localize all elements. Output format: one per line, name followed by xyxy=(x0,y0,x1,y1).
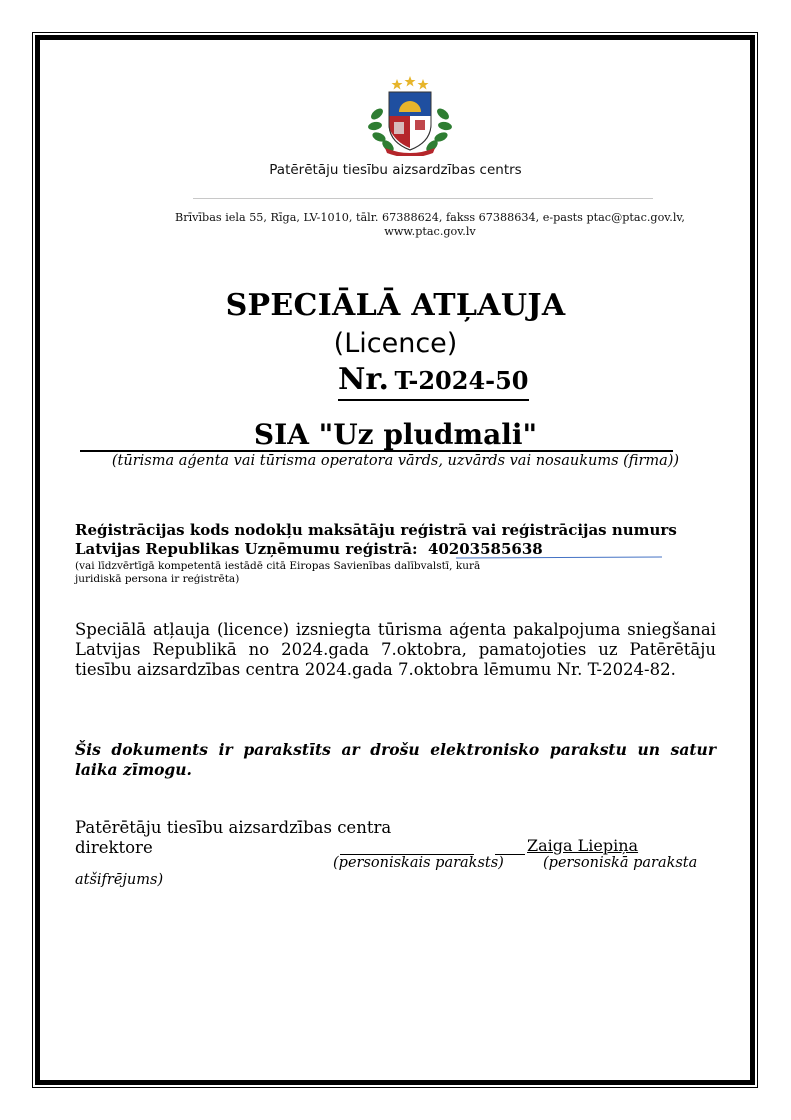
document-subtitle: (Licence) xyxy=(333,328,458,359)
signed-notice: Šis dokuments ir parakstīts ar drošu elektronisko parakstu un satur laika zīmogu. xyxy=(75,740,716,779)
license-number-value: T-2024-50 xyxy=(394,366,529,395)
document-title: SPECIĀLĀ ATĻAUJA xyxy=(225,288,566,323)
license-body-text: Speciālā atļauja (licence) izsniegta tūrisma aģenta pakalpojuma sniegšanai Latvijas Republikā no 2024.gada 7.oktobra, pamatojoties uz Patērētāju tiesību aizsardzības centra 2024.gada 7.oktobra lēmumu Nr. T-2024-82. xyxy=(75,620,716,679)
signatory-position: direktore xyxy=(75,838,153,857)
latvia-coat-of-arms-icon xyxy=(367,76,453,156)
registration-label: Reģistrācijas kods nodokļu maksātāju reģistrā vai reģistrācijas numurs Latvijas Republikas Uzņēmumu reģistrā: xyxy=(75,521,677,558)
license-number-label: Nr. xyxy=(338,362,389,397)
signer-name: Zaiga Liepiņa xyxy=(527,836,639,855)
signature-caption: (personiskais paraksts) xyxy=(333,855,504,871)
registration-note: (vai līdzvērtīgā kompetentā iestādē citā Eiropas Savienības dalībvalstī, kurā juridiskā persona ir reģistrēta) xyxy=(75,560,481,585)
company-underline xyxy=(80,450,673,452)
registration-block xyxy=(75,521,725,559)
license-number xyxy=(338,362,529,401)
organization-address: Brīvības iela 55, Rīga, LV-1010, tālr. 67388624, fakss 67388634, e-pasts ptac@ptac.gov.lv, www.ptac.gov.lv xyxy=(175,211,685,238)
company-caption: (tūrisma aģenta vai tūrisma operatora vārds, uzvārds vai nosaukums (firma)) xyxy=(111,453,680,469)
header-divider xyxy=(193,198,653,199)
registration-code: 40203585638 xyxy=(427,540,543,558)
signature-decode-caption: (personiskā paraksta xyxy=(543,855,698,871)
company-name: SIA "Uz pludmali" xyxy=(253,418,538,451)
signatory-org-line1: Patērētāju tiesību aizsardzības centra xyxy=(75,818,392,837)
signatory-organization xyxy=(75,818,391,858)
signature-decode-caption-cont: atšifrējums) xyxy=(75,872,164,888)
organization-name: Patērētāju tiesību aizsardzības centrs xyxy=(269,162,522,178)
